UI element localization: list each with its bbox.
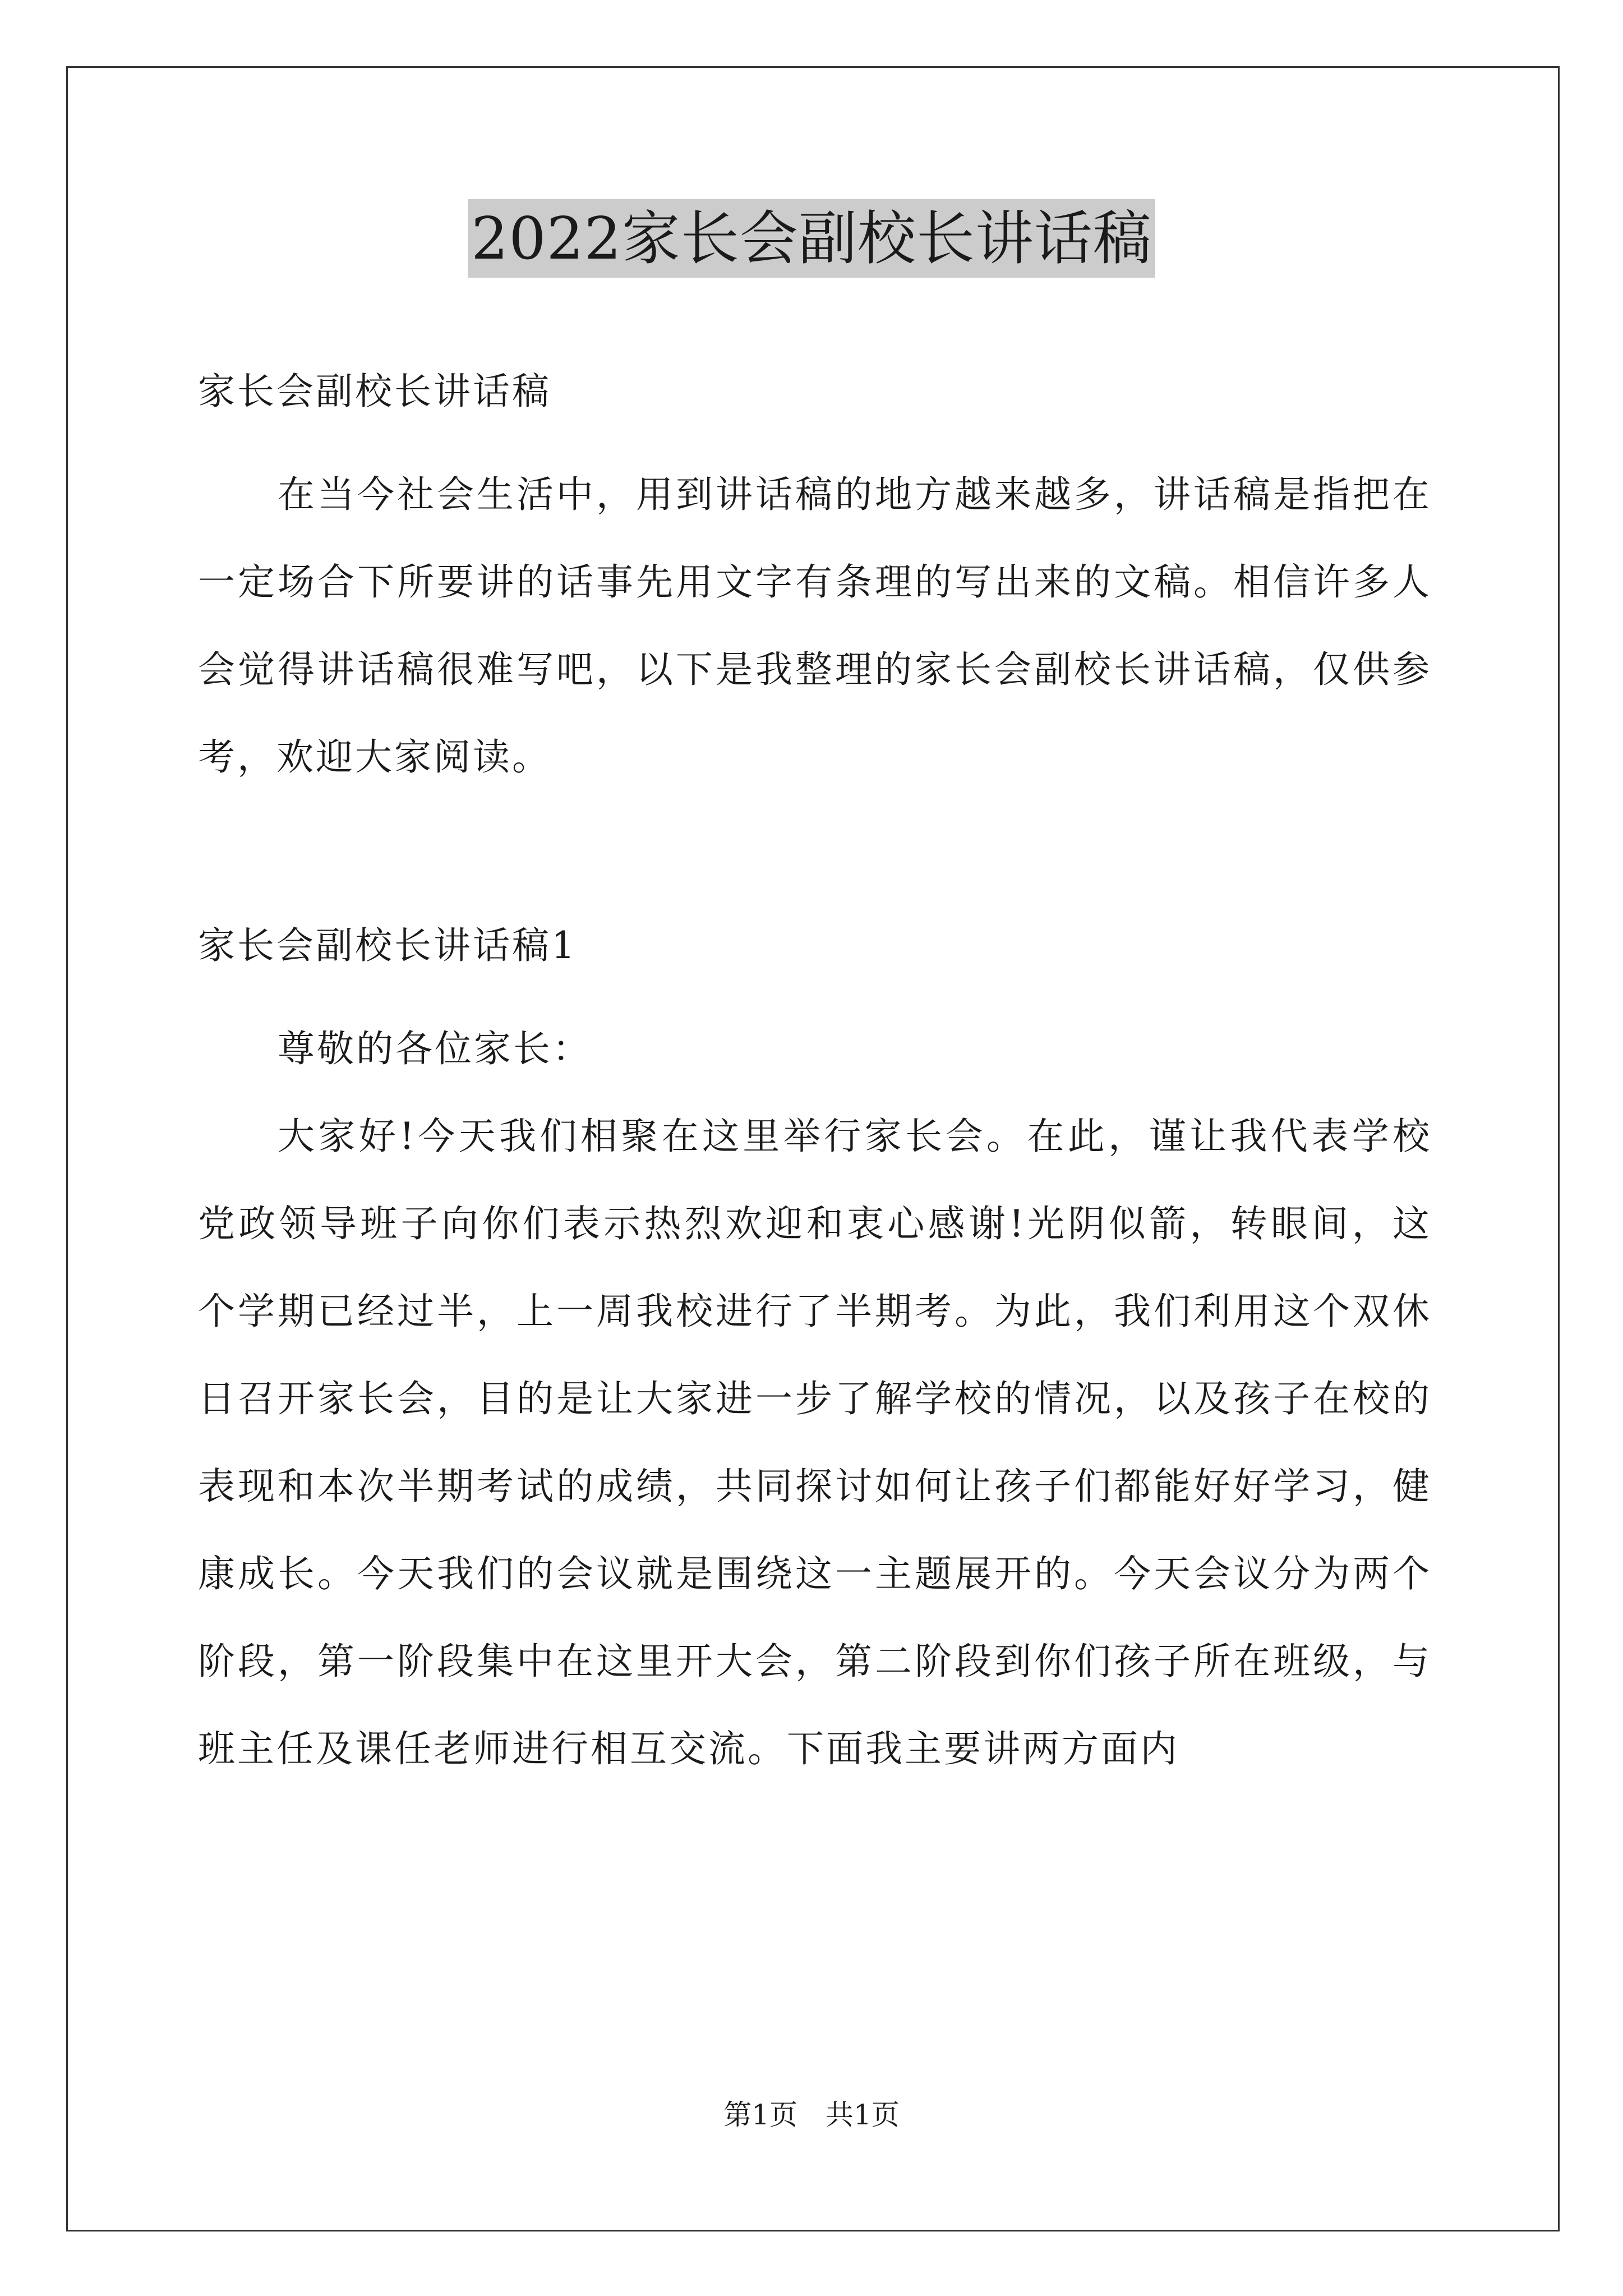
page-footer <box>0 2092 1623 2133</box>
salutation: 尊敬的各位家长： <box>278 1027 592 1070</box>
page-total: 共1页 <box>826 2099 900 2131</box>
intro-paragraph: 在当今社会生活中，用到讲话稿的地方越来越多，讲话稿是指把在一定场合下所要讲的话事先用文字有条理的写出来的文稿。相信许多人会觉得讲话稿很难写吧，以下是我整理的家长会副校长讲话稿，仅供参考，欢迎大家阅读。 <box>198 473 1432 779</box>
page-number: 第1页 <box>723 2099 797 2131</box>
section-heading: 家长会副校长讲话稿1 <box>198 924 577 967</box>
document-body <box>198 348 1432 1793</box>
document-title: 2022家长会副校长讲话稿 <box>468 199 1155 278</box>
subtitle: 家长会副校长讲话稿 <box>198 370 551 413</box>
body-paragraph: 大家好!今天我们相聚在这里举行家长会。在此，谨让我代表学校党政领导班子向你们表示热烈欢迎和衷心感谢!光阴似箭，转眼间，这个学期已经过半，上一周我校进行了半期考。为此，我们利用这个双休日召开家长会，目的是让大家进一步了解学校的情况，以及孩子在校的表现和本次半期考试的成绩，共同探讨如何让孩子们都能好好学习，健康成长。今天我们的会议就是围绕这一主题展开的。今天会议分为两个阶段，第一阶段集中在这里开大会，第二阶段到你们孩子所在班级，与班主任及课任老师进行相互交流。下面我主要讲两方面内 <box>198 1115 1432 1770</box>
title-container <box>0 199 1623 278</box>
